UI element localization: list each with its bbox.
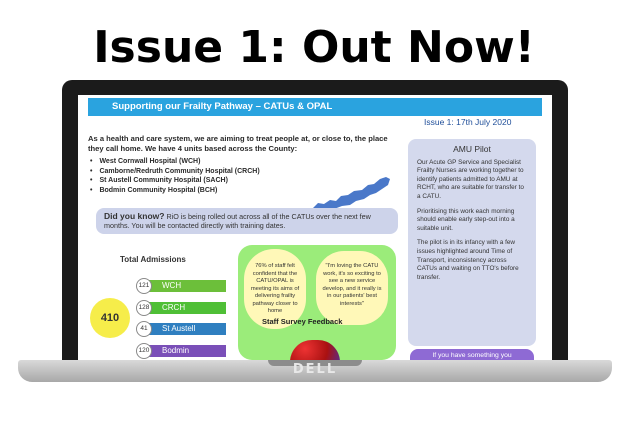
amu-pilot-paragraph: Prioritising this work each morning should enable early step-out into a suitable unit. [417,207,515,232]
admissions-total: 410 [90,298,130,338]
admissions-title: Total Admissions [120,255,186,264]
admission-bar [146,302,226,314]
hospital-list [90,157,260,195]
amu-pilot-paragraph: Our Acute GP Service and Specialist Frailty Nurses are working together to identify patients admitted to AMU at RCHT, who are suitable for transfer to a CATU. [417,158,524,200]
admission-row-crch [136,300,226,316]
did-you-know-box [96,208,398,234]
list-item: • Camborne/Redruth Community Hospital (CRCH) [90,167,260,177]
admission-label: Bodmin [162,346,190,355]
intro-text: As a health and care system, we are aiming to treat people at, or close to, the place they call home. We have 4 units based across the County: [88,134,388,153]
admission-bar [146,323,226,335]
admission-row-st-austell [136,321,226,337]
admission-count: 128 [136,300,152,316]
laptop-brand-logo: DELL [292,362,338,377]
amu-pilot-paragraph: The pilot is in its infancy with a few issues highlighted around Time of Transport, inconsistency across CATUs and waiting on TTO's before transfer. [417,239,519,281]
list-item: • St Austell Community Hospital (SACH) [90,176,260,186]
survey-quote-bubble: "I'm loving the CATU work, it's so exciting to see a new service develop, and it really is in our patients' best interests" [316,251,388,325]
admission-label: WCH [162,281,182,290]
newsletter-title-banner: Supporting our Frailty Pathway – CATUs & OPAL [88,98,542,116]
laptop-display [78,95,552,360]
issue-date: Issue 1: 17th July 2020 [424,117,512,127]
did-you-know-text: RiO is being rolled out across all of the CATUs over the next few months. You will be contacted directly with training dates. [104,212,371,230]
admission-row-wch [136,278,226,294]
did-you-know-label: Did you know? [104,211,165,221]
list-item: • West Cornwall Hospital (WCH) [90,157,260,167]
headline: Issue 1: Out Now! [93,22,535,73]
amu-pilot-title: AMU Pilot [453,144,491,154]
amu-pilot-panel [408,139,536,346]
admission-count: 121 [136,278,152,294]
cornwall-map-icon [310,173,392,213]
admission-count: 41 [136,321,152,337]
admission-label: CRCH [162,303,186,312]
admission-bar [146,280,226,292]
survey-feedback-label: Staff Survey Feedback [262,317,343,326]
admission-bar [146,345,226,357]
survey-quote-bubble: 76% of staff felt confident that the CATU/OPAL is meeting its aims of delivering frailty pathway closer to home [244,249,306,329]
admission-label: St Austell [162,324,196,333]
admission-count: 120 [136,343,152,359]
contact-tab: If you have something you [410,349,534,360]
list-item: • Bodmin Community Hospital (BCH) [90,186,260,196]
admission-row-bodmin [136,343,226,359]
